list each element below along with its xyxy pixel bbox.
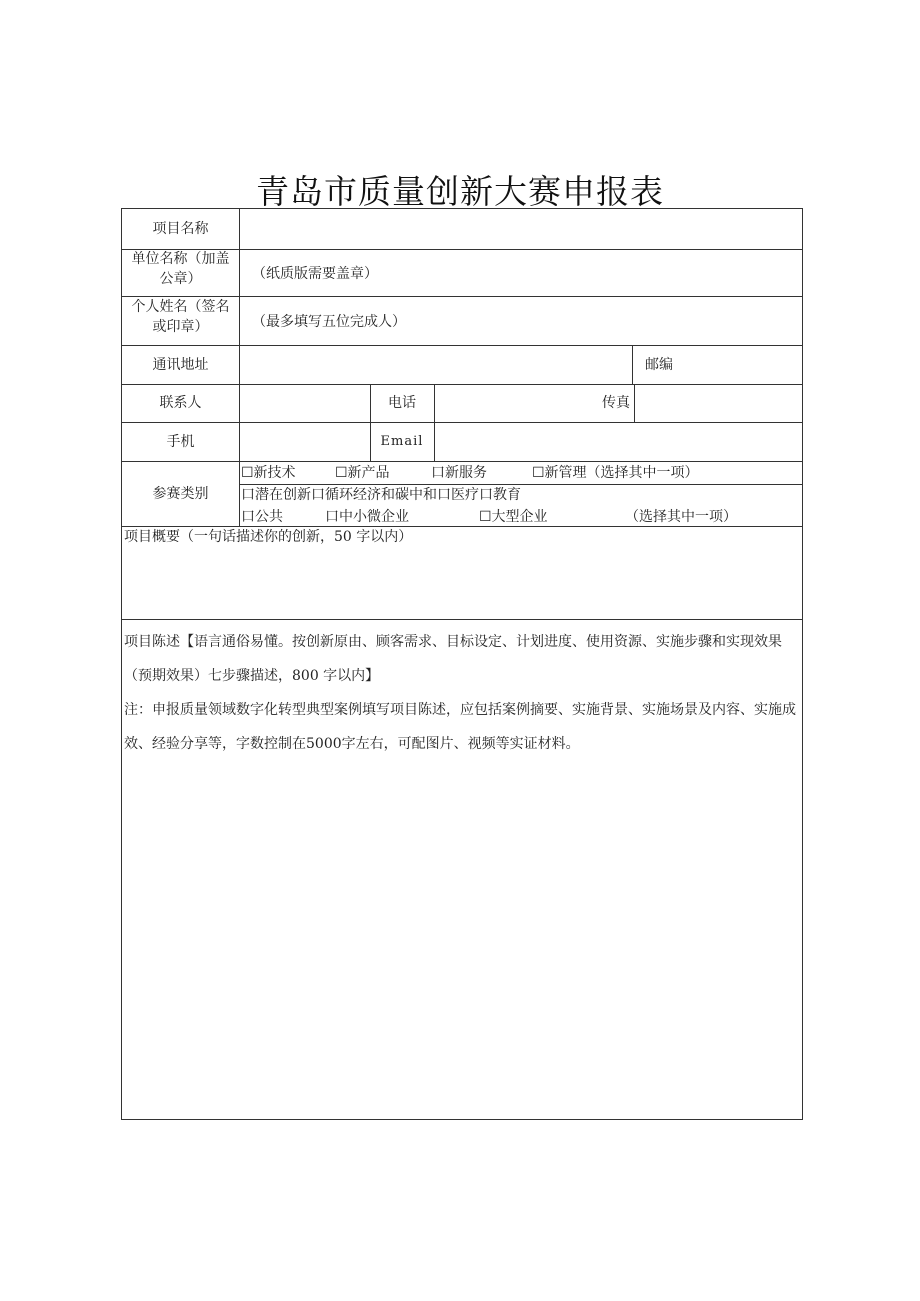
address-field[interactable]	[242, 355, 630, 375]
column-divider	[632, 345, 633, 384]
column-divider	[634, 384, 635, 422]
unit-name-label	[122, 249, 239, 289]
row-divider	[122, 461, 802, 462]
email-label: Email	[380, 434, 424, 449]
category-option-new-product[interactable]: ☐新产品	[335, 465, 390, 481]
email-field[interactable]	[437, 432, 800, 452]
phone-field[interactable]	[437, 393, 577, 413]
contact-field[interactable]	[242, 393, 368, 413]
column-divider	[239, 209, 240, 526]
category-label: 参赛类别	[152, 486, 209, 502]
fax-field[interactable]	[637, 393, 800, 413]
row-divider	[122, 345, 802, 346]
mobile-field[interactable]	[242, 432, 368, 452]
summary-field[interactable]	[124, 549, 800, 615]
project-name-label: 项目名称	[152, 221, 209, 237]
fax-label: 传真	[602, 395, 630, 411]
row-divider	[122, 422, 802, 423]
application-form	[121, 208, 803, 1120]
phone-label: 电话	[388, 395, 416, 411]
person-name-label-line1: 个人姓名（签名	[131, 299, 230, 315]
contact-label: 联系人	[159, 395, 202, 411]
statement-field[interactable]	[124, 769, 800, 1114]
summary-label: 项目概要（一句话描述你的创新，50 字以内）	[124, 529, 413, 545]
row-divider	[122, 619, 802, 620]
page-title: 青岛市质量创新大赛申报表	[256, 172, 664, 211]
statement-instructions: 项目陈述【语言通俗易懂。按创新原由、顾客需求、目标设定、计划进度、使用资源、实施步骤和实现效果（预期效果）七步骤描述，800 字以内】	[124, 634, 782, 684]
category-option-large-enterprise[interactable]: ☐大型企业	[479, 509, 548, 525]
category-option-new-service[interactable]: 口新服务	[431, 465, 487, 481]
mobile-label: 手机	[166, 434, 195, 450]
project-name-field[interactable]	[242, 219, 800, 239]
row-divider	[122, 384, 802, 385]
column-divider	[434, 384, 435, 461]
category-line3-hint: （选择其中一项）	[625, 509, 737, 525]
unit-name-label-line2: 公章）	[159, 271, 202, 287]
statement-note: 注：申报质量领域数字化转型典型案例填写项目陈述，应包括案例摘要、实施背景、实施场景及内容、实施成效、经验分享等，字数控制在5000字左右，可配图片、视频等实证材料。	[124, 702, 796, 752]
category-option-new-tech[interactable]: ☐新技术	[241, 465, 296, 481]
unit-name-field[interactable]: （纸质版需要盖章）	[252, 266, 378, 282]
address-label: 通讯地址	[152, 357, 209, 373]
person-name-field[interactable]: （最多填写五位完成人）	[252, 314, 406, 330]
person-name-label	[122, 297, 239, 337]
unit-name-label-line1: 单位名称（加盖	[131, 251, 230, 267]
category-line2-options[interactable]: 口潜在创新口循环经济和碳中和口医疗口教育	[241, 487, 521, 503]
category-option-sme[interactable]: 口中小微企业	[325, 509, 409, 525]
category-option-public[interactable]: 口公共	[241, 509, 283, 525]
person-name-label-line2: 或印章）	[152, 319, 209, 335]
category-option-new-management[interactable]: ☐新管理（选择其中一项）	[532, 465, 699, 481]
postcode-label: 邮编	[645, 357, 673, 373]
